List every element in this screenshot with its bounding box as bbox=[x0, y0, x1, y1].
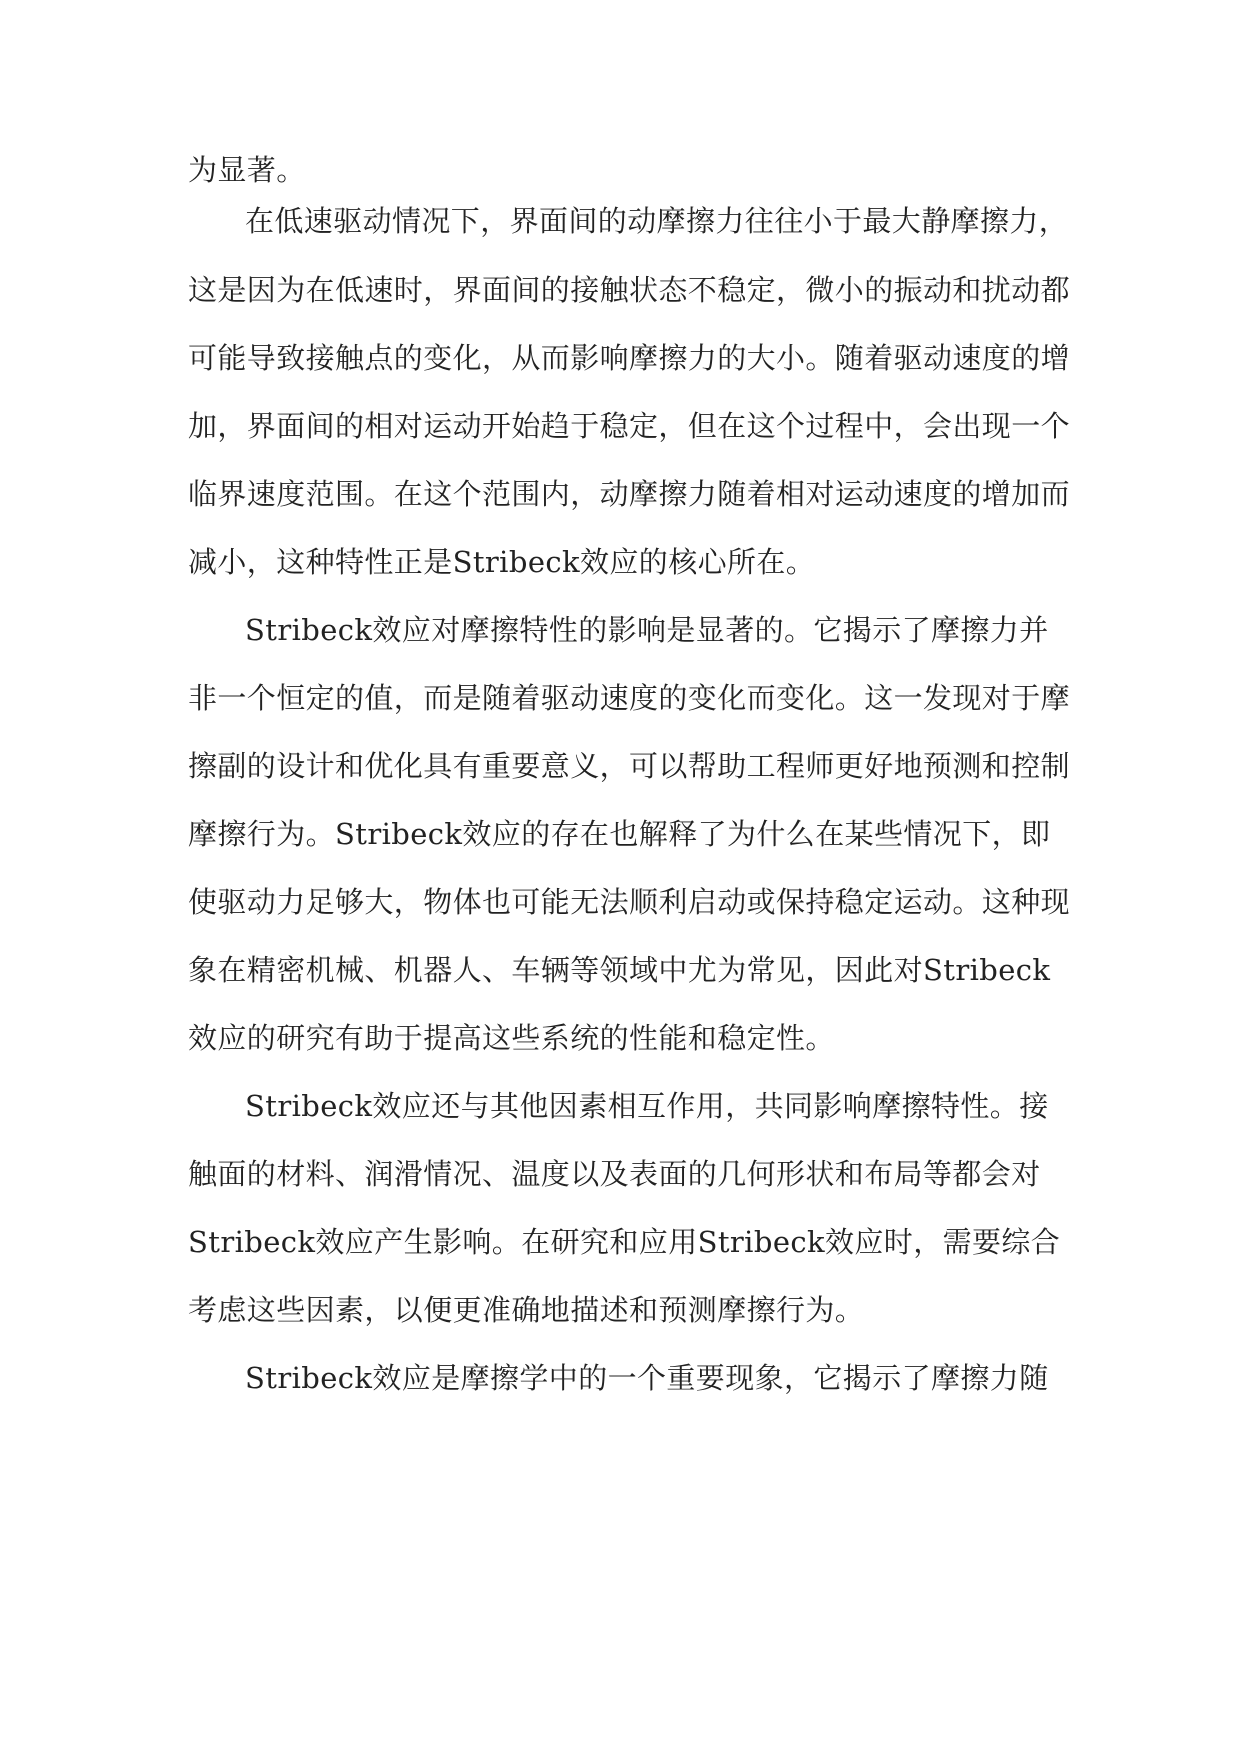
text-line: 为显著。 bbox=[188, 153, 306, 187]
paragraph-first-line: Stribeck效应是摩擦学中的一个重要现象，它揭示了摩擦力随 bbox=[245, 1361, 1049, 1395]
text-line: 减小，这种特性正是Stribeck效应的核心所在。 bbox=[188, 545, 816, 579]
paragraph-first-line: Stribeck效应还与其他因素相互作用，共同影响摩擦特性。接 bbox=[245, 1089, 1049, 1123]
text-line: 擦副的设计和优化具有重要意义，可以帮助工程师更好地预测和控制 bbox=[188, 749, 1071, 783]
text-line: 触面的材料、润滑情况、温度以及表面的几何形状和布局等都会对 bbox=[188, 1157, 1041, 1191]
paragraph-first-line: Stribeck效应对摩擦特性的影响是显著的。它揭示了摩擦力并 bbox=[245, 613, 1049, 647]
text-line: 考虑这些因素，以便更准确地描述和预测摩擦行为。 bbox=[188, 1293, 865, 1327]
text-line: 可能导致接触点的变化，从而影响摩擦力的大小。随着驱动速度的增 bbox=[188, 341, 1071, 375]
text-line: 摩擦行为。Stribeck效应的存在也解释了为什么在某些情况下，即 bbox=[188, 817, 1051, 851]
text-line: 这是因为在低速时，界面间的接触状态不稳定，微小的振动和扰动都 bbox=[188, 273, 1071, 307]
text-line: 加，界面间的相对运动开始趋于稳定，但在这个过程中，会出现一个 bbox=[188, 409, 1071, 443]
text-line: 非一个恒定的值，而是随着驱动速度的变化而变化。这一发现对于摩 bbox=[188, 681, 1071, 715]
text-line: 使驱动力足够大，物体也可能无法顺利启动或保持稳定运动。这种现 bbox=[188, 885, 1071, 919]
text-line: 效应的研究有助于提高这些系统的性能和稳定性。 bbox=[188, 1021, 835, 1055]
text-line: 临界速度范围。在这个范围内，动摩擦力随着相对运动速度的增加而 bbox=[188, 477, 1071, 511]
paragraph-first-line: 在低速驱动情况下，界面间的动摩擦力往往小于最大静摩擦力， bbox=[245, 204, 1069, 238]
text-line: 象在精密机械、机器人、车辆等领域中尤为常见，因此对Stribeck bbox=[188, 953, 1051, 987]
text-line: Stribeck效应产生影响。在研究和应用Stribeck效应时，需要综合 bbox=[188, 1225, 1061, 1259]
